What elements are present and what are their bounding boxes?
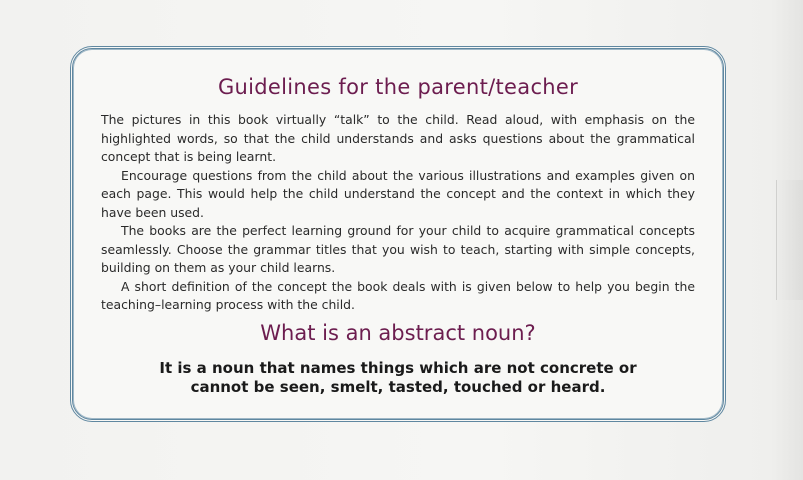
paragraph: The pictures in this book virtually “talk” to the child. Read aloud, with emphasis on the highlighted words, so that the child understands and asks questions about the grammatical concept that is being learnt. <box>101 112 695 164</box>
page-title: Guidelines for the parent/teacher <box>217 75 579 99</box>
paragraph: The books are the perfect learning ground for your child to acquire grammatical concepts seamlessly. Choose the grammar titles that you wish to teach, starting with simple concepts, building on them as your child learns. <box>101 223 695 275</box>
paragraph: A short definition of the concept the book deals with is given below to help you begin the teaching–learning process with the child. <box>101 278 695 312</box>
question-heading: What is an abstract noun? <box>260 321 536 345</box>
definition <box>73 359 723 397</box>
page-edge <box>776 180 803 300</box>
definition-line: cannot be seen, smelt, tasted, touched or heard. <box>190 378 606 396</box>
definition-line: It is a noun that names things which are not concrete or <box>159 359 637 377</box>
guidelines-body <box>101 111 695 315</box>
paragraph: Encourage questions from the child about the various illustrations and examples given on each page. This would help the child understand the concept and the context in which they have been used. <box>101 167 695 220</box>
guidelines-frame <box>70 46 726 422</box>
